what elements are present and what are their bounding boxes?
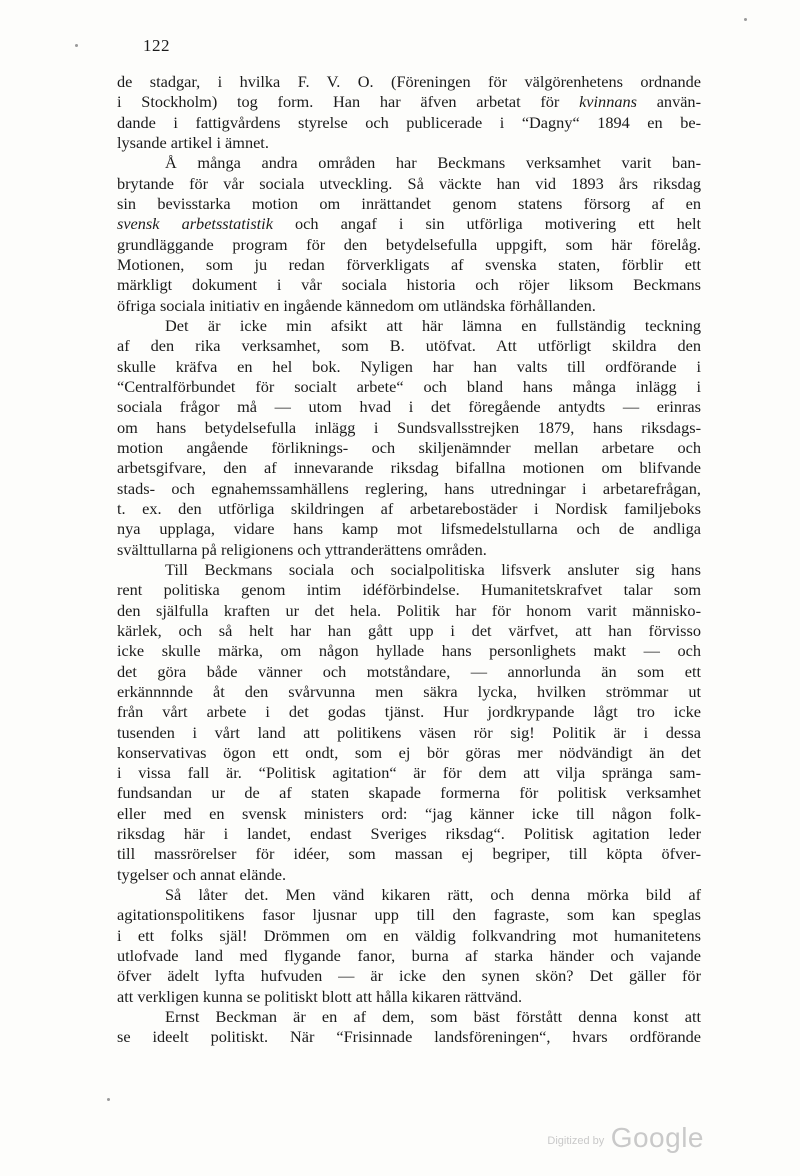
text-line: i Stockholm) tog form. Han har äfven arbetat för kvinnans använ- bbox=[117, 92, 701, 112]
text-line: “Centralförbundet för socialt arbete“ och bland hans många inlägg i bbox=[117, 376, 701, 396]
text-line: agitationspolitikens fasor ljusnar upp till den fagraste, som kan speglas bbox=[117, 905, 701, 925]
text-line: stads- och egnahemssamhällens reglering, hans utredningar i arbetarefrågan, bbox=[117, 478, 701, 498]
stray-mark-top bbox=[744, 18, 747, 21]
watermark-brand: Google bbox=[610, 1122, 704, 1153]
watermark-prefix: Digitized by bbox=[547, 1135, 605, 1147]
text-line: Till Beckmans sociala och socialpolitiska lifsverk ansluter sig hans bbox=[165, 559, 701, 579]
text-line: icke skulle märka, om någon hyllade hans personlighets makt — och bbox=[117, 641, 701, 661]
text-line: öfriga sociala initiativ en ingående kännedom om utländska förhållanden. bbox=[117, 295, 596, 315]
text-line: om hans betydelsefulla inlägg i Sundsvallsstrejken 1879, hans riksdags- bbox=[117, 417, 701, 437]
text-line: riksdag här i landet, endast Sveriges riksdag“. Politisk agitation leder bbox=[117, 824, 701, 844]
text-line: utlofvade land med flygande fanor, burna af starka händer och vajande bbox=[117, 946, 701, 966]
text-line: det göra både vänner och motståndare, — annorlunda än som ett bbox=[117, 661, 701, 681]
text-line: i ett folks själ! Drömmen om en väldig folkvandring mot humanitetens bbox=[117, 925, 701, 945]
stray-mark-left bbox=[75, 44, 78, 47]
text-line: konservativas ögon ett ondt, som ej bör göras mer nödvändigt än det bbox=[117, 742, 701, 762]
text-line: se ideelt politiskt. När “Frisinnade landsföreningen“, hvars ordförande bbox=[117, 1027, 701, 1047]
text-line: af den rika verksamhet, som B. utöfvat. Att utförligt skildra den bbox=[117, 336, 701, 356]
stray-mark-bottom bbox=[107, 1098, 110, 1101]
text-line: öfver ädelt lyfta hufvuden — är icke den synen skön? Det gäller för bbox=[117, 966, 701, 986]
text-line: att verkligen kunna se politiskt blott att hålla kikaren rättvänd. bbox=[117, 986, 523, 1006]
text-line: nya upplaga, vidare hans kamp mot lifsmedelstullarna och de andliga bbox=[117, 519, 701, 539]
text-line: i vissa fall är. “Politisk agitation“ är för dem att vilja spränga sam- bbox=[117, 763, 701, 783]
text-line: svälttullarna på religionens och yttranderättens områden. bbox=[117, 539, 487, 559]
text-line: från vårt arbete i det godas tjänst. Hur jordkrypande lågt tro icke bbox=[117, 702, 701, 722]
text-line: t. ex. den utförliga skildringen af arbetarebostäder i Nordisk familjeboks bbox=[117, 498, 701, 518]
text-line: tusenden i vårt land att politikens väsen rör sig! Politik är i dessa bbox=[117, 722, 701, 742]
text-line: Motionen, som ju redan förverkligats af svenska staten, förblir ett bbox=[117, 254, 701, 274]
text-line: Så låter det. Men vänd kikaren rätt, och denna mörka bild af bbox=[165, 885, 701, 905]
page-number: 122 bbox=[143, 36, 170, 55]
text-line: de stadgar, i hvilka F. V. O. (Föreningen för välgörenhetens ordnande bbox=[117, 72, 701, 91]
text-line: dande i fattigvårdens styrelse och publicerade i “Dagny“ 1894 en be- bbox=[117, 112, 701, 132]
text-line: märkligt dokument i vår sociala historia och röjer liksom Beckmans bbox=[117, 275, 701, 295]
text-line: sin bevisstarka motion om inrättandet genom statens försorg af en bbox=[117, 193, 701, 213]
text-line: eller med en svensk ministers ord: “jag känner icke till någon folk- bbox=[117, 803, 701, 823]
digitized-by-google-watermark bbox=[547, 1122, 704, 1154]
text-line: erkännnnde åt den svårvunna men säkra lycka, hvilken strömmar ut bbox=[117, 681, 701, 701]
text-line: Ernst Beckman är en af dem, som bäst förstått denna konst att bbox=[165, 1007, 701, 1027]
text-line: kärlek, och så helt har han gått upp i det värfvet, att han förvisso bbox=[117, 620, 701, 640]
text-line: grundläggande program för den betydelsefulla uppgift, som här förelåg. bbox=[117, 234, 701, 254]
body-text bbox=[117, 72, 701, 1048]
text-line: skulle kräfva en hel bok. Nyligen har han valts till ordförande i bbox=[117, 356, 701, 376]
text-line: Å många andra områden har Beckmans verksamhet varit ban- bbox=[165, 153, 701, 173]
text-line: den själfulla kraften ur det hela. Politik har för honom varit människo- bbox=[117, 600, 701, 620]
text-line: Det är icke min afsikt att här lämna en fullständig teckning bbox=[165, 315, 701, 335]
text-line: fundsandan ur de af staten skapade formerna för politisk verksamhet bbox=[117, 783, 701, 803]
text-line: sociala frågor må — utom hvad i det föregående antydts — erinras bbox=[117, 397, 701, 417]
text-line: rent politiska genom intim idéförbindelse. Humanitetskrafvet talar som bbox=[117, 580, 701, 600]
text-line: till massrörelser för idéer, som massan ej begriper, till köpta öfver- bbox=[117, 844, 701, 864]
text-line: tygelser och annat elände. bbox=[117, 864, 287, 884]
text-line: brytande för vår sociala utveckling. Så väckte han vid 1893 års riksdag bbox=[117, 173, 701, 193]
text-line: svensk arbetsstatistik och angaf i sin utförliga motivering ett helt bbox=[117, 214, 701, 234]
text-line: lysande artikel i ämnet. bbox=[117, 132, 269, 152]
text-line: arbetsgifvare, den af innevarande riksdag bifallna motionen om blifvande bbox=[117, 458, 701, 478]
text-line: motion angående förliknings- och skiljenämnder mellan arbetare och bbox=[117, 437, 701, 457]
